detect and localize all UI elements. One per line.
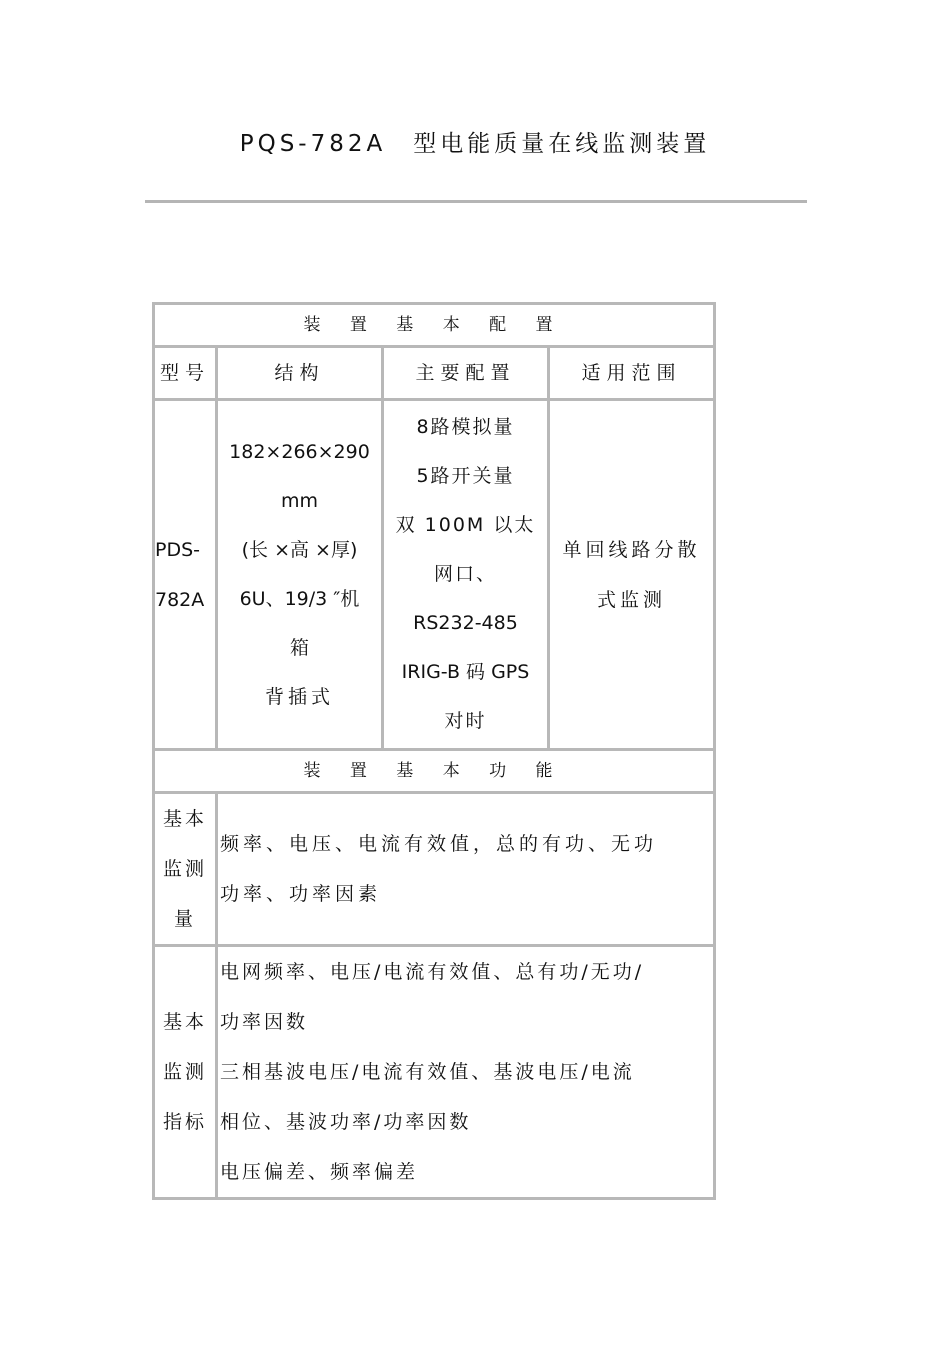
main-config-line: 双 100M 以太	[395, 514, 536, 536]
function-content-line: 相位、基波功率/功率因数	[220, 1111, 472, 1133]
model-line: 782A	[155, 588, 205, 611]
header-main-config: 主要配置	[383, 347, 549, 400]
title-divider	[145, 200, 807, 203]
function-content-line: 功率因数	[220, 1011, 309, 1033]
main-config-line: 对时	[444, 710, 487, 732]
function-label-line: 监测	[162, 1061, 207, 1083]
function-label-line: 基本	[162, 808, 207, 830]
config-section-heading: 装 置 基 本 配 置	[154, 304, 715, 347]
main-config-line: RS232-485	[413, 612, 518, 634]
main-config-line: IRIG-B 码 GPS	[401, 661, 530, 683]
structure-line: 182×266×290	[229, 440, 370, 463]
structure-line: (长 ×高 ×厚)	[241, 538, 358, 561]
structure-line: mm	[280, 489, 319, 512]
function-content-line: 电网频率、电压/电流有效值、总有功/无功/	[220, 961, 645, 983]
structure-cell	[217, 400, 383, 750]
structure-line: 箱	[289, 636, 309, 659]
function-content-cell	[217, 946, 715, 1199]
function-content-line: 功率、功率因素	[220, 883, 382, 905]
scope-cell	[549, 400, 715, 750]
device-spec-table	[152, 302, 716, 1200]
main-config-line: 8路模拟量	[416, 416, 515, 438]
scope-line: 单回线路分散	[562, 538, 701, 561]
function-content-line: 频率、电压、电流有效值，总的有功、无功	[220, 833, 658, 855]
document-title: PQS-782A 型电能质量在线监测装置	[239, 131, 711, 157]
function-section-heading: 装 置 基 本 功 能	[154, 750, 715, 793]
function-label-line: 量	[173, 908, 196, 930]
structure-line: 背插式	[264, 685, 334, 708]
header-model: 型号	[154, 347, 217, 400]
function-content-line: 电压偏差、频率偏差	[220, 1161, 419, 1183]
function-label-cell	[154, 793, 217, 946]
model-line: PDS-	[155, 538, 201, 561]
structure-line: 6U、19/3 ″机	[239, 587, 360, 610]
main-config-line: 网口、	[433, 563, 497, 585]
header-structure: 结构	[217, 347, 383, 400]
function-label-line: 基本	[162, 1011, 207, 1033]
function-content-line: 三相基波电压/电流有效值、基波电压/电流	[220, 1061, 635, 1083]
function-content-cell	[217, 793, 715, 946]
function-label-line: 指标	[162, 1111, 207, 1133]
main-config-cell	[383, 400, 549, 750]
model-cell	[154, 400, 217, 750]
function-label-line: 监测	[162, 858, 207, 880]
function-label-cell	[154, 946, 217, 1199]
scope-line: 式监测	[597, 588, 667, 611]
main-config-line: 5路开关量	[416, 465, 515, 487]
header-scope: 适用范围	[549, 347, 715, 400]
